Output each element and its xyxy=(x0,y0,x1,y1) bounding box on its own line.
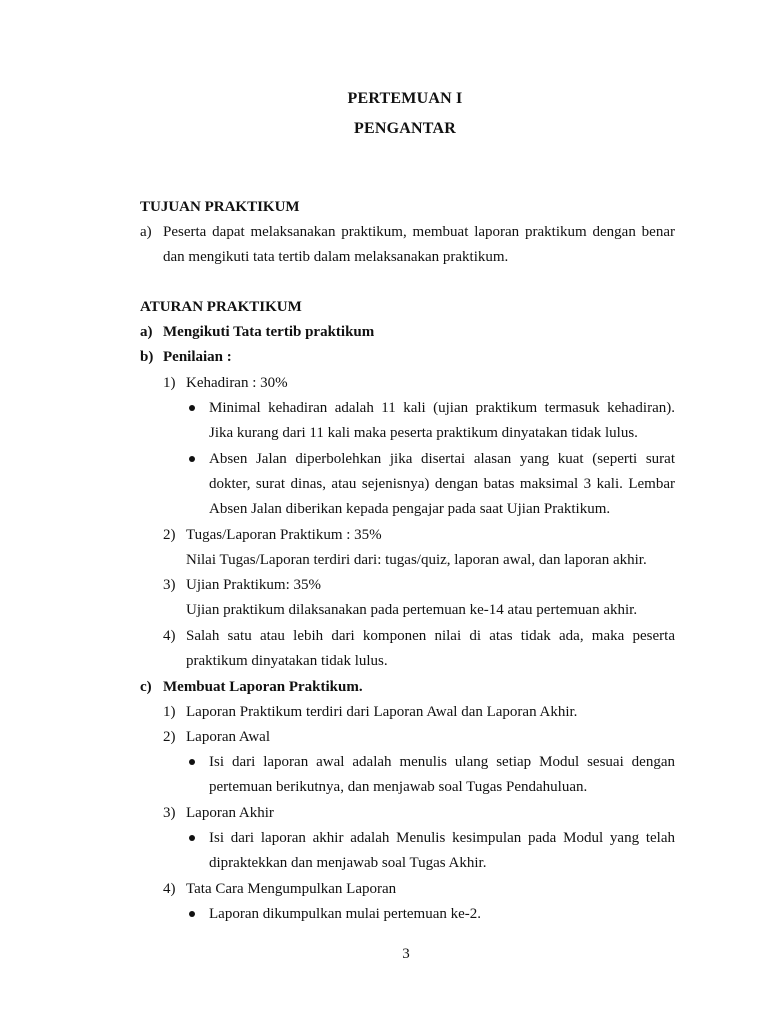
c4-bullet-line-1: Laporan dikumpulkan mulai pertemuan ke-2. xyxy=(209,906,481,922)
aturan-item-b: Penilaian : xyxy=(163,349,232,365)
c2-bullet-line-2: pertemuan berikutnya, dan menjawab soal Tugas Pendahuluan. xyxy=(209,779,588,795)
aturan-item-c: Membuat Laporan Praktikum. xyxy=(163,679,363,695)
aturan-c1-label: Laporan Praktikum terdiri dari Laporan Awal dan Laporan Akhir. xyxy=(186,704,578,720)
list-marker: b) xyxy=(140,349,154,365)
tujuan-item-a-line-1: Peserta dapat melaksanakan praktikum, membuat laporan praktikum dengan benar xyxy=(163,224,675,240)
c3-bullet-line-2: dipraktekkan dan menjawab soal Tugas Akhir. xyxy=(209,855,487,871)
b1-bullet1-line-2: Jika kurang dari 11 kali maka peserta praktikum dinyatakan tidak lulus. xyxy=(209,425,638,441)
b1-bullet2-line-2: dokter, surat dinas, atau sejenisnya) dengan batas maksimal 3 kali. Lembar xyxy=(209,476,675,492)
bullet-icon xyxy=(189,835,195,841)
list-marker: 3) xyxy=(163,805,176,821)
aturan-b2-label: Tugas/Laporan Praktikum : 35% xyxy=(186,527,382,543)
aturan-b3-label: Ujian Praktikum: 35% xyxy=(186,577,321,593)
b1-bullet2-line-3: Absen Jalan diberikan kepada pengajar pada saat Ujian Praktikum. xyxy=(209,501,611,517)
aturan-c3-label: Laporan Akhir xyxy=(186,805,274,821)
section-title-aturan: ATURAN PRAKTIKUM xyxy=(140,299,302,315)
list-marker: a) xyxy=(140,224,152,240)
list-marker: 4) xyxy=(163,881,176,897)
aturan-b3-desc: Ujian praktikum dilaksanakan pada pertemuan ke-14 atau pertemuan akhir. xyxy=(186,602,638,618)
list-marker: 4) xyxy=(163,628,176,644)
aturan-item-a: Mengikuti Tata tertib praktikum xyxy=(163,324,375,340)
aturan-b4-line-1: Salah satu atau lebih dari komponen nilai di atas tidak ada, maka peserta xyxy=(186,628,675,644)
c3-bullet-line-1: Isi dari laporan akhir adalah Menulis kesimpulan pada Modul yang telah xyxy=(209,830,675,846)
b1-bullet2-line-1: Absen Jalan diperbolehkan jika disertai alasan yang kuat (seperti surat xyxy=(209,451,675,467)
section-title-tujuan: TUJUAN PRAKTIKUM xyxy=(140,199,300,215)
aturan-b4-line-2: praktikum dinyatakan tidak lulus. xyxy=(186,653,388,669)
page-number: 3 xyxy=(402,946,410,962)
aturan-c2-label: Laporan Awal xyxy=(186,729,271,745)
list-marker: c) xyxy=(140,679,152,695)
bullet-icon xyxy=(189,759,195,765)
list-marker: 3) xyxy=(163,577,176,593)
aturan-c4-label: Tata Cara Mengumpulkan Laporan xyxy=(186,881,397,897)
heading-line-2: PENGANTAR xyxy=(354,120,456,137)
list-marker: 2) xyxy=(163,527,176,543)
bullet-icon xyxy=(189,405,195,411)
aturan-b1-label: Kehadiran : 30% xyxy=(186,375,288,391)
bullet-icon xyxy=(189,456,195,462)
list-marker: a) xyxy=(140,324,153,340)
bullet-icon xyxy=(189,911,195,917)
aturan-b2-desc: Nilai Tugas/Laporan terdiri dari: tugas/quiz, laporan awal, dan laporan akhir. xyxy=(186,552,647,568)
list-marker: 2) xyxy=(163,729,176,745)
list-marker: 1) xyxy=(163,375,176,391)
list-marker: 1) xyxy=(163,704,176,720)
heading-line-1: PERTEMUAN I xyxy=(347,90,463,107)
b1-bullet1-line-1: Minimal kehadiran adalah 11 kali (ujian praktikum termasuk kehadiran). xyxy=(209,400,675,416)
c2-bullet-line-1: Isi dari laporan awal adalah menulis ulang setiap Modul sesuai dengan xyxy=(209,754,675,770)
tujuan-item-a-line-2: dan mengikuti tata tertib dalam melaksanakan praktikum. xyxy=(163,249,509,265)
